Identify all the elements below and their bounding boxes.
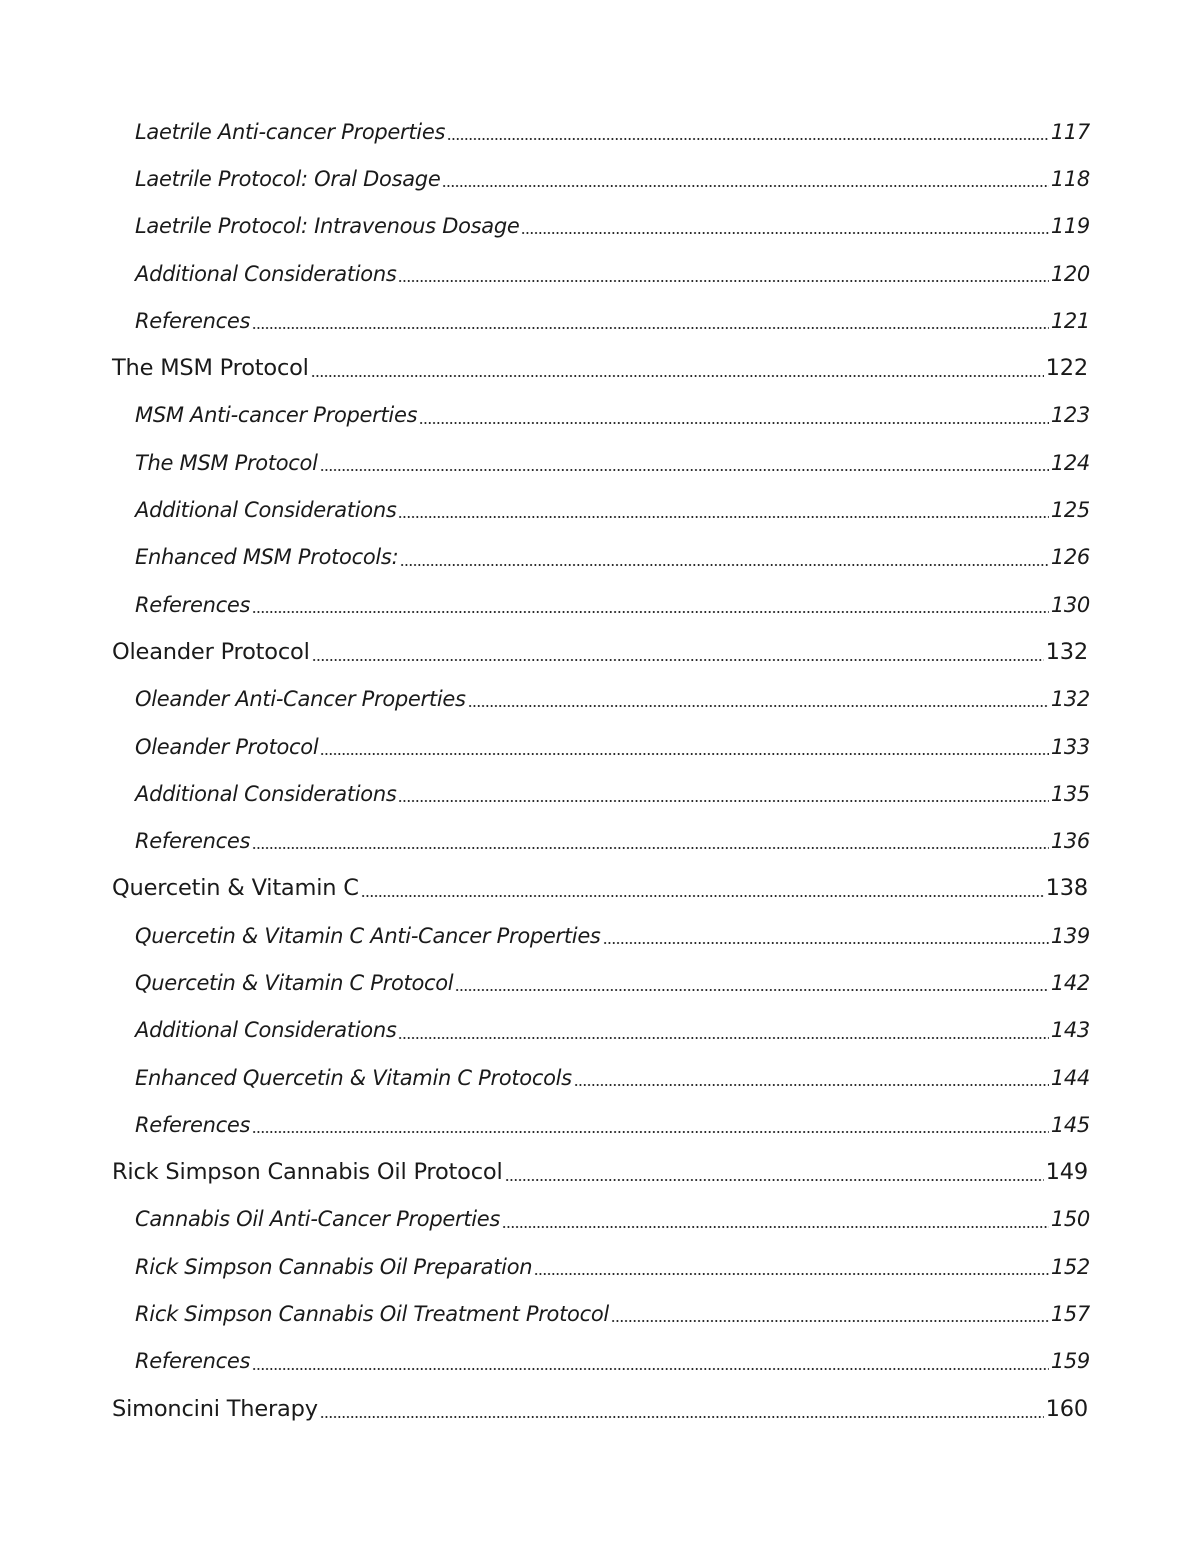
toc-entry-page-number: 133: [1050, 734, 1090, 759]
dot-leader: [611, 1303, 1049, 1326]
toc-section-entry[interactable]: [0, 817, 1200, 864]
toc-entry-page-number: 121: [1050, 308, 1090, 333]
toc-entry-page-number: 144: [1050, 1065, 1090, 1090]
toc-entry-page-number: 122: [1045, 355, 1088, 382]
toc-entry-title: References: [135, 1112, 251, 1137]
toc-entry-page-number: 136: [1050, 829, 1090, 854]
toc-entry-title: References: [135, 829, 251, 854]
toc-section-entry[interactable]: [0, 1290, 1200, 1337]
toc-section-entry[interactable]: [0, 439, 1200, 486]
toc-entry-page-number: 139: [1050, 923, 1090, 948]
dot-leader: [252, 1350, 1049, 1373]
toc-section-entry[interactable]: [0, 912, 1200, 959]
dot-leader: [502, 1208, 1049, 1231]
dot-leader: [311, 356, 1044, 381]
toc-entry-page-number: 159: [1050, 1349, 1090, 1374]
toc-entry-page-number: 138: [1045, 875, 1088, 902]
toc-entry-title: Enhanced Quercetin & Vitamin C Protocols: [135, 1065, 572, 1090]
toc-entry-title: The MSM Protocol: [112, 355, 309, 382]
toc-section-entry[interactable]: [0, 392, 1200, 439]
toc-section-entry[interactable]: [0, 1054, 1200, 1101]
toc-entry-title: Quercetin & Vitamin C: [112, 875, 359, 902]
toc-section-entry[interactable]: [0, 1101, 1200, 1148]
toc-section-entry[interactable]: [0, 486, 1200, 533]
toc-section-entry[interactable]: [0, 676, 1200, 723]
toc-section-entry[interactable]: [0, 1243, 1200, 1290]
toc-entry-title: Laetrile Protocol: Oral Dosage: [135, 166, 441, 191]
toc-section-entry[interactable]: [0, 1007, 1200, 1054]
toc-section-entry[interactable]: [0, 723, 1200, 770]
toc-entry-page-number: 149: [1045, 1159, 1088, 1186]
toc-entry-page-number: 132: [1045, 638, 1088, 665]
toc-entry-page-number: 135: [1050, 781, 1090, 806]
toc-entry-title: The MSM Protocol: [135, 450, 318, 475]
toc-entry-title: Oleander Protocol: [135, 734, 319, 759]
dot-leader: [252, 593, 1049, 616]
toc-section-entry[interactable]: [0, 534, 1200, 581]
toc-chapter-entry[interactable]: [0, 628, 1200, 675]
dot-leader: [603, 924, 1049, 947]
toc-entry-page-number: 123: [1050, 403, 1090, 428]
toc-chapter-entry[interactable]: [0, 1149, 1200, 1196]
toc-entry-title: References: [135, 592, 251, 617]
dot-leader: [534, 1255, 1049, 1278]
toc-section-entry[interactable]: [0, 581, 1200, 628]
dot-leader: [252, 1113, 1049, 1136]
dot-leader: [574, 1066, 1049, 1089]
toc-section-entry[interactable]: [0, 203, 1200, 250]
toc-entry-title: Enhanced MSM Protocols:: [135, 545, 399, 570]
dot-leader: [455, 971, 1048, 994]
toc-entry-page-number: 143: [1050, 1018, 1090, 1043]
toc-entry-page-number: 130: [1050, 592, 1090, 617]
dot-leader: [447, 120, 1049, 143]
toc-entry-page-number: 119: [1050, 214, 1090, 239]
toc-entry-title: Quercetin & Vitamin C Protocol: [135, 970, 454, 995]
toc-entry-page-number: 145: [1050, 1112, 1090, 1137]
dot-leader: [442, 167, 1048, 190]
dot-leader: [398, 1019, 1048, 1042]
toc-section-entry[interactable]: [0, 250, 1200, 297]
toc-section-entry[interactable]: [0, 1338, 1200, 1385]
toc-entry-page-number: 157: [1050, 1302, 1090, 1327]
toc-entry-page-number: 132: [1050, 687, 1090, 712]
toc-entry-title: Additional Considerations: [135, 498, 397, 523]
dot-leader: [398, 498, 1048, 521]
toc-entry-title: Additional Considerations: [135, 781, 397, 806]
toc-entry-title: References: [135, 308, 251, 333]
dot-leader: [398, 782, 1048, 805]
toc-chapter-entry[interactable]: [0, 344, 1200, 391]
toc-entry-page-number: 124: [1050, 450, 1090, 475]
toc-entry-title: Additional Considerations: [135, 261, 397, 286]
toc-entry-title: Oleander Protocol: [112, 638, 310, 665]
toc-entry-page-number: 152: [1050, 1254, 1090, 1279]
toc-entry-page-number: 117: [1050, 119, 1090, 144]
toc-entry-title: Rick Simpson Cannabis Oil Protocol: [112, 1159, 503, 1186]
dot-leader: [400, 546, 1048, 569]
dot-leader: [252, 309, 1049, 332]
toc-section-entry[interactable]: [0, 1196, 1200, 1243]
toc-section-entry[interactable]: [0, 770, 1200, 817]
toc-entry-title: MSM Anti-cancer Properties: [135, 403, 418, 428]
toc-section-entry[interactable]: [0, 297, 1200, 344]
toc-entry-page-number: 118: [1050, 166, 1090, 191]
toc-entry-title: Cannabis Oil Anti-Cancer Properties: [135, 1207, 501, 1232]
toc-entry-title: Quercetin & Vitamin C Anti-Cancer Properties: [135, 923, 601, 948]
toc-entry-page-number: 160: [1045, 1395, 1088, 1422]
dot-leader: [361, 876, 1044, 901]
toc-entry-title: Rick Simpson Cannabis Oil Treatment Protocol: [135, 1302, 609, 1327]
toc-entry-title: Laetrile Protocol: Intravenous Dosage: [135, 214, 520, 239]
toc-section-entry[interactable]: [0, 155, 1200, 202]
toc-chapter-entry[interactable]: [0, 1385, 1200, 1432]
toc-entry-title: Additional Considerations: [135, 1018, 397, 1043]
toc-entry-title: Laetrile Anti-cancer Properties: [135, 119, 446, 144]
toc-chapter-entry[interactable]: [0, 865, 1200, 912]
dot-leader: [320, 451, 1049, 474]
toc-entry-page-number: 142: [1050, 970, 1090, 995]
dot-leader: [505, 1160, 1044, 1185]
toc-entry-title: Oleander Anti-Cancer Properties: [135, 687, 466, 712]
dot-leader: [320, 735, 1048, 758]
toc-section-entry[interactable]: [0, 959, 1200, 1006]
toc-entry-title: Rick Simpson Cannabis Oil Preparation: [135, 1254, 533, 1279]
dot-leader: [419, 404, 1049, 427]
dot-leader: [312, 640, 1044, 665]
dot-leader: [320, 1396, 1044, 1421]
dot-leader: [521, 215, 1048, 238]
toc-entry-page-number: 120: [1050, 261, 1090, 286]
toc-entry-page-number: 125: [1050, 498, 1090, 523]
toc-entry-page-number: 150: [1050, 1207, 1090, 1232]
dot-leader: [468, 688, 1049, 711]
dot-leader: [252, 830, 1049, 853]
toc-entry-title: References: [135, 1349, 251, 1374]
toc-entry-page-number: 126: [1050, 545, 1090, 570]
dot-leader: [398, 262, 1048, 285]
toc-section-entry[interactable]: [0, 108, 1200, 155]
table-of-contents: [0, 108, 1200, 1432]
toc-entry-title: Simoncini Therapy: [112, 1395, 318, 1422]
